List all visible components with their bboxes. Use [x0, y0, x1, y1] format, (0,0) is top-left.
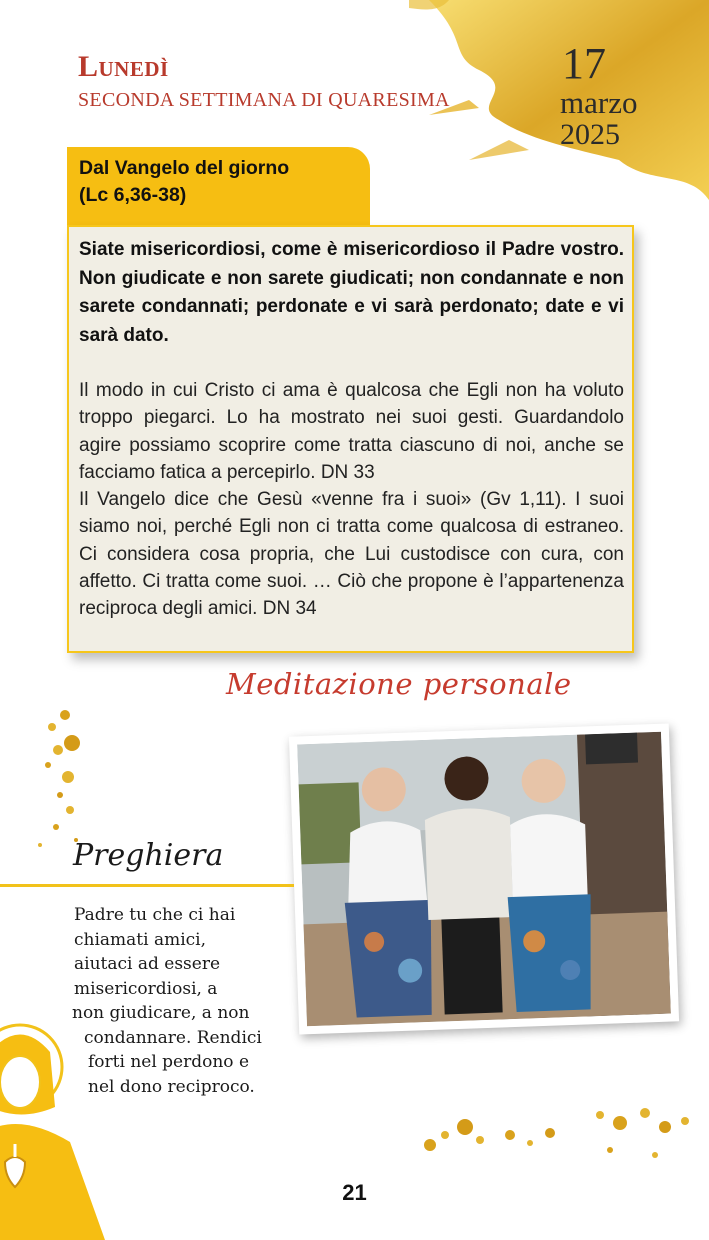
gospel-tab-text: [79, 155, 289, 209]
prayer-line: non giudicare, a non: [72, 1003, 250, 1023]
gospel-box: [67, 225, 634, 653]
comment-paragraph: Il modo in cui Cristo ci ama è qualcosa che Egli non ha voluto troppo piegarci. Lo ha mostrato nei suoi gesti. Guardandolo agire possiamo scoprire come tratta ciascuno di noi, anche se facciamo fatica a percepirlo. DN 33: [79, 380, 624, 483]
gospel-verse: Siate misericordiosi, come è misericordioso il Padre vostro. Non giudicate e non sarete giudicati; non condannate e non sarete condannati; perdonate e vi sarà perdonato; date e vi sarà dato.: [79, 239, 624, 346]
gold-specks-left: [20, 705, 90, 855]
day-title: Lunedì: [78, 50, 169, 83]
photo-frame: [289, 723, 679, 1034]
gospel-tab: [67, 147, 370, 225]
gold-specks-bottom: [410, 1095, 700, 1175]
date-block: [560, 39, 670, 151]
prayer-line: misericordiosi, a: [74, 978, 218, 999]
date-month: marzo: [560, 85, 638, 120]
gospel-tab-title: Dal Vangelo del giorno: [79, 157, 290, 179]
date-day: 17: [562, 39, 606, 88]
group-photo: [297, 732, 671, 1027]
gospel-comment: [79, 377, 624, 623]
prayer-line: forti nel perdono e: [88, 1052, 250, 1072]
prayer-line: aiutaci ad essere: [74, 954, 221, 974]
week-subtitle: SECONDA SETTIMANA DI QUARESIMA: [78, 89, 450, 111]
page-number: 21: [342, 1180, 367, 1205]
prayer-line: chiamati amici,: [74, 929, 207, 950]
prayer-divider: [0, 884, 294, 887]
meditation-title: Meditazione personale: [226, 667, 572, 701]
prayer-line: nel dono reciproco.: [88, 1076, 255, 1097]
prayer-title: Preghiera: [73, 838, 224, 873]
prayer-line: Padre tu che ci hai: [74, 905, 236, 925]
gospel-reference: (Lc 6,36-38): [79, 184, 187, 206]
comment-paragraph: Il Vangelo dice che Gesù «venne fra i suoi» (Gv 1,11). I suoi siamo noi, perché Egli non ci tratta come qualcosa di estraneo. Ci considera cosa propria, che Lui custodisce con cura, con affetto. Ci tratta come suoi. … Ciò che propone è l’appartenenza reciproca degli amici. DN 34: [79, 489, 624, 620]
prayer-line: condannare. Rendici: [84, 1027, 262, 1048]
date-year: 2025: [560, 118, 620, 151]
